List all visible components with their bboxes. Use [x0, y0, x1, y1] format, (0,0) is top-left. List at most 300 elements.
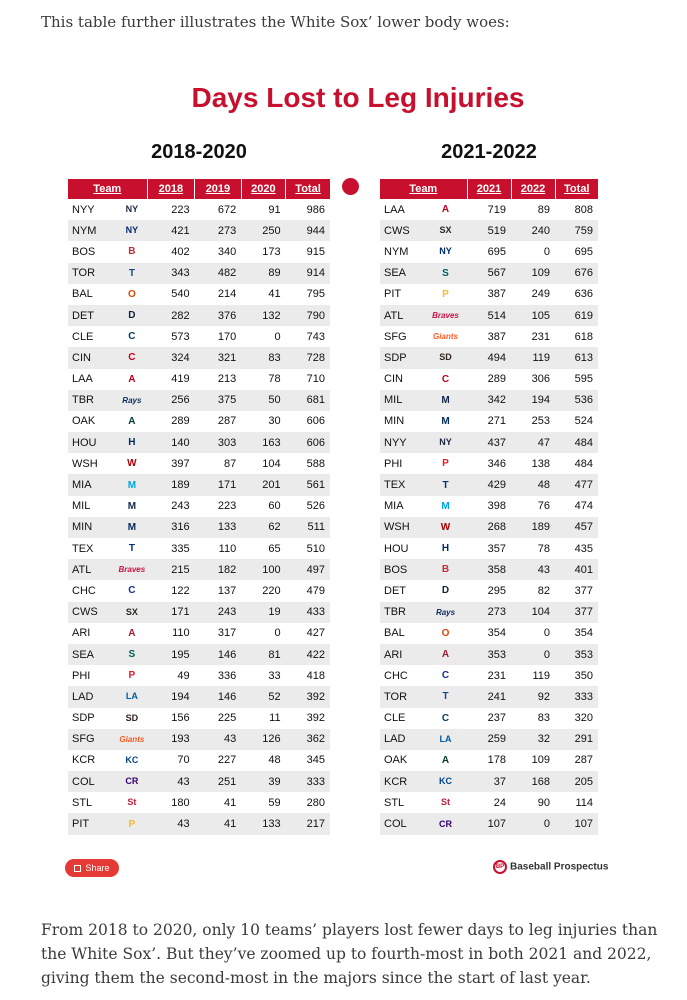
days-lost-cell: 419	[171, 373, 190, 386]
team-abbrev: WSH	[72, 457, 98, 470]
team-logo-icon	[117, 220, 147, 241]
days-lost-cell: 695	[487, 245, 507, 258]
team-abbrev: HOU	[68, 432, 117, 453]
team-abbrev: BOS	[380, 559, 424, 580]
days-lost-cell: 427	[306, 627, 325, 640]
team-logo-mark: M	[441, 500, 450, 512]
days-lost-cell: 0	[543, 245, 551, 258]
days-lost-cell: 256	[147, 390, 195, 411]
days-lost-cell: 223	[171, 203, 190, 216]
table-row	[380, 369, 598, 390]
days-lost-cell: 251	[195, 771, 242, 792]
table-row	[68, 390, 330, 411]
brand-name: Baseball Prospectus	[510, 861, 609, 873]
team-logo-icon	[424, 284, 467, 305]
days-lost-cell: 223	[217, 500, 237, 513]
days-lost-cell: 180	[171, 796, 190, 809]
team-logo-icon	[117, 369, 147, 390]
days-lost-cell: 340	[217, 245, 237, 258]
days-lost-cell: 335	[171, 542, 190, 555]
days-lost-cell: 122	[171, 584, 190, 597]
team-abbrev: STL	[72, 796, 93, 809]
table-row	[380, 305, 598, 326]
team-abbrev: TBR	[380, 602, 424, 623]
team-logo-mark: A	[128, 415, 136, 427]
days-lost-cell: 78	[537, 542, 551, 555]
days-lost-cell: 37	[467, 771, 511, 792]
team-logo-icon	[117, 496, 147, 517]
days-lost-cell: 87	[223, 457, 237, 470]
table-row	[68, 750, 330, 771]
days-lost-cell: 728	[286, 347, 330, 368]
column-header-total[interactable]: Total	[555, 179, 598, 199]
team-logo-mark: C	[128, 585, 136, 597]
team-logo-mark: T	[128, 543, 135, 555]
table-row	[68, 729, 330, 750]
days-lost-cell: 214	[217, 288, 237, 301]
days-lost-cell: 220	[262, 584, 281, 597]
days-lost-cell: 205	[555, 771, 598, 792]
days-lost-cell: 375	[195, 390, 242, 411]
days-lost-cell: 259	[467, 729, 511, 750]
team-abbrev: COL	[380, 813, 424, 834]
days-lost-cell: 790	[286, 305, 330, 326]
days-lost-cell: 271	[487, 415, 507, 428]
team-logo-icon	[424, 305, 467, 326]
team-abbrev: BAL	[384, 627, 405, 640]
table-row	[68, 496, 330, 517]
team-logo-mark: B	[441, 564, 450, 576]
team-logo-mark: Rays	[122, 395, 142, 405]
table-row	[380, 729, 598, 750]
days-lost-cell: 178	[487, 754, 507, 767]
team-abbrev: CLE	[384, 712, 406, 725]
column-header-2019[interactable]: 2019	[195, 179, 242, 199]
table-row	[68, 432, 330, 453]
days-lost-cell: 306	[531, 373, 551, 386]
team-logo-icon	[117, 644, 147, 665]
share-label: Share	[85, 863, 110, 873]
table-row	[68, 241, 330, 262]
team-logo-icon	[117, 602, 147, 623]
days-lost-cell: 526	[306, 500, 325, 513]
team-logo-icon	[424, 792, 467, 813]
team-logo-mark: A	[441, 754, 450, 766]
days-lost-cell: 168	[511, 771, 555, 792]
team-abbrev: KCR	[72, 754, 96, 767]
days-lost-cell: 342	[467, 390, 511, 411]
team-logo-icon	[424, 369, 467, 390]
column-header-2020[interactable]: 2020	[241, 179, 285, 199]
team-logo-icon	[424, 708, 467, 729]
days-lost-cell: 140	[147, 432, 195, 453]
days-lost-cell: 402	[171, 245, 190, 258]
days-lost-cell: 107	[467, 813, 511, 834]
days-lost-cell: 49	[177, 669, 190, 682]
right-injury-table	[380, 179, 598, 835]
column-header-2018[interactable]: 2018	[147, 179, 195, 199]
team-logo-mark: W	[127, 458, 137, 470]
column-header-2021[interactable]: 2021	[467, 179, 511, 199]
team-abbrev: TBR	[68, 390, 117, 411]
days-lost-cell: 41	[195, 813, 242, 834]
team-logo-mark: NY	[125, 204, 139, 215]
team-logo-icon	[424, 750, 467, 771]
team-logo-icon	[117, 199, 147, 220]
days-lost-cell: 170	[217, 330, 237, 343]
left-period-heading: 2018-2020	[151, 141, 247, 163]
days-lost-cell: 606	[306, 415, 325, 428]
table-row	[68, 199, 330, 220]
team-logo-mark: C	[441, 670, 450, 682]
team-logo-icon	[117, 432, 147, 453]
days-lost-cell: 353	[555, 644, 598, 665]
team-abbrev: STL	[384, 796, 405, 809]
table-row	[68, 665, 330, 686]
team-logo-mark: SD	[125, 712, 139, 723]
days-lost-cell: 429	[467, 474, 511, 495]
team-logo-mark: SD	[439, 352, 452, 363]
team-logo-mark: T	[442, 479, 449, 491]
days-lost-cell: 437	[467, 432, 511, 453]
days-lost-cell: 695	[574, 245, 594, 258]
days-lost-cell: 354	[487, 627, 507, 640]
days-lost-cell: 132	[241, 305, 285, 326]
table-row	[68, 686, 330, 707]
team-abbrev: ARI	[72, 627, 91, 640]
days-lost-cell: 146	[195, 644, 242, 665]
right-period-heading: 2021-2022	[441, 141, 537, 163]
team-logo-mark: Rays	[435, 607, 456, 617]
team-logo-icon	[117, 453, 147, 474]
team-logo-icon	[117, 729, 147, 750]
days-lost-cell: 43	[195, 729, 242, 750]
team-logo-mark: S	[128, 649, 136, 661]
team-abbrev: NYY	[380, 432, 424, 453]
days-lost-cell: 227	[217, 754, 237, 767]
days-lost-cell: 65	[268, 542, 281, 555]
table-row	[380, 411, 598, 432]
team-abbrev: TEX	[72, 542, 94, 555]
team-abbrev: OAK	[72, 415, 96, 428]
days-lost-cell: 48	[511, 474, 555, 495]
days-lost-cell: 540	[171, 288, 190, 301]
days-lost-cell: 24	[493, 796, 507, 809]
team-logo-mark: Braves	[432, 311, 459, 321]
team-logo-icon	[424, 390, 467, 411]
column-header-total[interactable]: Total	[286, 179, 330, 199]
days-lost-cell: 354	[574, 627, 594, 640]
table-row	[68, 771, 330, 792]
team-logo-icon	[117, 347, 147, 368]
days-lost-cell: 60	[268, 500, 281, 513]
team-logo-icon	[424, 559, 467, 580]
days-lost-cell: 92	[511, 686, 555, 707]
table-row	[68, 474, 330, 495]
days-lost-cell: 795	[306, 288, 325, 301]
days-lost-cell: 346	[487, 457, 507, 470]
team-logo-mark: O	[127, 288, 136, 300]
column-header-2022[interactable]: 2022	[511, 179, 555, 199]
days-lost-cell: 514	[467, 305, 511, 326]
days-lost-cell: 82	[537, 584, 551, 597]
days-lost-cell: 33	[268, 669, 281, 682]
team-logo-icon	[424, 771, 467, 792]
days-lost-cell: 194	[511, 390, 555, 411]
days-lost-cell: 474	[574, 500, 594, 513]
team-logo-mark: H	[441, 543, 450, 555]
table-row	[68, 220, 330, 241]
table-row	[380, 220, 598, 241]
days-lost-cell: 392	[306, 712, 325, 725]
days-lost-cell: 156	[171, 712, 190, 725]
team-logo-icon	[117, 580, 147, 601]
table-row	[380, 708, 598, 729]
team-logo-icon	[424, 432, 467, 453]
days-lost-cell: 387	[487, 288, 507, 301]
days-lost-cell: 0	[274, 330, 281, 343]
days-lost-cell: 743	[306, 330, 325, 343]
team-abbrev: PHI	[72, 669, 91, 682]
table-row	[380, 496, 598, 517]
table-row	[380, 813, 598, 834]
team-logo-mark: M	[127, 521, 137, 533]
days-lost-cell: 217	[286, 813, 330, 834]
days-lost-cell: 808	[574, 203, 594, 216]
team-abbrev: BOS	[72, 245, 96, 258]
table-row	[68, 580, 330, 601]
team-logo-icon	[117, 771, 147, 792]
days-lost-cell: 243	[171, 500, 190, 513]
days-lost-cell: 519	[467, 220, 511, 241]
team-abbrev: TOR	[380, 686, 424, 707]
table-row	[68, 644, 330, 665]
days-lost-cell: 401	[555, 559, 598, 580]
team-logo-mark: H	[128, 437, 136, 449]
team-logo-icon	[424, 199, 467, 220]
team-logo-icon	[117, 708, 147, 729]
right-header-row	[380, 179, 598, 199]
team-logo-mark: SX	[125, 606, 138, 617]
team-logo-mark: O	[441, 627, 450, 639]
days-lost-cell: 231	[487, 669, 507, 682]
team-abbrev: MIL	[380, 390, 424, 411]
team-logo-mark: NY	[439, 246, 452, 257]
days-lost-cell: 482	[195, 263, 242, 284]
team-logo-mark: D	[441, 585, 450, 597]
table-row	[380, 241, 598, 262]
days-lost-cell: 105	[511, 305, 555, 326]
days-lost-cell: 50	[241, 390, 285, 411]
table-row	[68, 347, 330, 368]
team-logo-icon	[424, 602, 467, 623]
team-logo-icon	[424, 496, 467, 517]
days-lost-cell: 133	[195, 517, 242, 538]
team-logo-icon	[117, 559, 147, 580]
days-lost-cell: 114	[575, 796, 594, 809]
days-lost-cell: 182	[195, 559, 242, 580]
days-lost-cell: 289	[171, 415, 190, 428]
days-lost-cell: 636	[574, 288, 594, 301]
days-lost-cell: 215	[147, 559, 195, 580]
days-lost-cell: 676	[555, 263, 598, 284]
table-row	[380, 390, 598, 411]
brand-credit[interactable]	[493, 860, 608, 874]
days-lost-cell: 320	[574, 712, 594, 725]
days-lost-cell: 213	[217, 373, 237, 386]
table-row	[68, 305, 330, 326]
team-logo-icon	[117, 411, 147, 432]
team-logo-mark: C	[441, 373, 450, 385]
days-lost-cell: 345	[306, 754, 325, 767]
days-lost-cell: 397	[171, 457, 190, 470]
days-lost-cell: 133	[241, 813, 285, 834]
table-row	[68, 813, 330, 834]
days-lost-cell: 479	[306, 584, 325, 597]
table-row	[68, 602, 330, 623]
table-row	[68, 517, 330, 538]
days-lost-cell: 0	[511, 813, 555, 834]
days-lost-cell: 422	[286, 644, 330, 665]
team-logo-mark: LA	[439, 733, 452, 744]
table-row	[380, 347, 598, 368]
table-row	[68, 453, 330, 474]
team-logo-icon	[424, 453, 467, 474]
days-lost-cell: 357	[487, 542, 507, 555]
days-lost-cell: 280	[306, 796, 325, 809]
team-logo-icon	[117, 623, 147, 644]
team-logo-icon	[424, 326, 467, 347]
team-abbrev: CIN	[68, 347, 117, 368]
team-abbrev: COL	[68, 771, 117, 792]
days-lost-cell: 287	[574, 754, 594, 767]
team-abbrev: SFG	[68, 729, 117, 750]
table-row	[380, 453, 598, 474]
team-logo-mark: P	[128, 670, 136, 682]
team-logo-mark: M	[127, 500, 137, 512]
table-row	[380, 199, 598, 220]
days-lost-cell: 282	[147, 305, 195, 326]
days-lost-cell: 90	[537, 796, 551, 809]
days-lost-cell: 295	[487, 584, 507, 597]
days-lost-cell: 241	[467, 686, 511, 707]
divider-dot	[342, 178, 359, 195]
days-lost-cell: 119	[511, 347, 555, 368]
team-abbrev: HOU	[384, 542, 409, 555]
days-lost-cell: 163	[241, 432, 285, 453]
team-logo-icon	[117, 792, 147, 813]
team-logo-mark: P	[442, 458, 449, 470]
days-lost-cell: 377	[555, 602, 598, 623]
team-abbrev: CLE	[72, 330, 94, 343]
table-row	[380, 771, 598, 792]
days-lost-cell: 303	[195, 432, 242, 453]
days-lost-cell: 253	[531, 415, 551, 428]
table-row	[380, 284, 598, 305]
days-lost-cell: 89	[537, 203, 551, 216]
days-lost-cell: 613	[555, 347, 598, 368]
team-abbrev: LAA	[72, 373, 93, 386]
table-row	[380, 538, 598, 559]
days-lost-cell: 89	[241, 263, 285, 284]
team-abbrev: CWS	[68, 602, 117, 623]
days-lost-cell: 243	[195, 602, 242, 623]
column-header-team[interactable]: Team	[68, 179, 147, 199]
team-logo-icon	[117, 750, 147, 771]
team-abbrev: SFG	[384, 330, 407, 343]
team-abbrev: PHI	[384, 457, 403, 470]
team-logo-icon	[117, 263, 147, 284]
days-lost-cell: 48	[268, 754, 281, 767]
team-logo-icon	[117, 390, 147, 411]
days-lost-cell: 41	[223, 796, 237, 809]
days-lost-cell: 47	[511, 432, 555, 453]
days-lost-cell: 137	[217, 584, 237, 597]
team-logo-mark: C	[128, 352, 136, 364]
days-lost-cell: 83	[241, 347, 285, 368]
team-logo-icon	[424, 813, 467, 834]
team-abbrev: MIA	[68, 474, 117, 495]
days-lost-cell: 43	[147, 771, 195, 792]
team-logo-icon	[117, 538, 147, 559]
days-lost-cell: 138	[531, 457, 551, 470]
days-lost-cell: 494	[467, 347, 511, 368]
table-row	[380, 559, 598, 580]
team-logo-icon	[424, 538, 467, 559]
days-lost-cell: 681	[286, 390, 330, 411]
days-lost-cell: 104	[262, 457, 281, 470]
days-lost-cell: 944	[286, 220, 330, 241]
team-logo-mark: NY	[125, 225, 139, 236]
left-injury-table	[68, 179, 330, 835]
team-logo-mark: A	[128, 627, 136, 639]
share-button[interactable]	[65, 859, 119, 877]
days-lost-cell: 193	[147, 729, 195, 750]
team-logo-mark: St	[441, 797, 450, 808]
team-logo-mark: CR	[125, 776, 139, 787]
days-lost-cell: 189	[511, 517, 555, 538]
table-row	[380, 580, 598, 601]
days-lost-cell: 573	[171, 330, 190, 343]
team-logo-icon	[424, 686, 467, 707]
days-lost-cell: 110	[172, 627, 190, 640]
team-logo-icon	[117, 305, 147, 326]
days-lost-cell: 59	[268, 796, 281, 809]
days-lost-cell: 81	[241, 644, 285, 665]
days-lost-cell: 914	[286, 263, 330, 284]
table-row	[380, 792, 598, 813]
days-lost-cell: 110	[218, 542, 237, 555]
days-lost-cell: 287	[217, 415, 237, 428]
days-lost-cell: 484	[555, 432, 598, 453]
team-logo-mark: SX	[439, 225, 452, 236]
team-abbrev: CIN	[384, 373, 403, 386]
days-lost-cell: 387	[487, 330, 507, 343]
column-header-team[interactable]: Team	[380, 179, 467, 199]
team-abbrev: OAK	[384, 754, 408, 767]
days-lost-cell: 231	[531, 330, 551, 343]
days-lost-cell: 536	[555, 390, 598, 411]
team-abbrev: DET	[384, 584, 406, 597]
team-abbrev: BAL	[72, 288, 93, 301]
days-lost-cell: 171	[195, 474, 242, 495]
days-lost-cell: 588	[306, 457, 325, 470]
team-logo-mark: D	[128, 310, 136, 322]
team-abbrev: MIN	[68, 517, 117, 538]
table-row	[380, 326, 598, 347]
team-logo-icon	[424, 220, 467, 241]
days-lost-cell: 321	[195, 347, 242, 368]
